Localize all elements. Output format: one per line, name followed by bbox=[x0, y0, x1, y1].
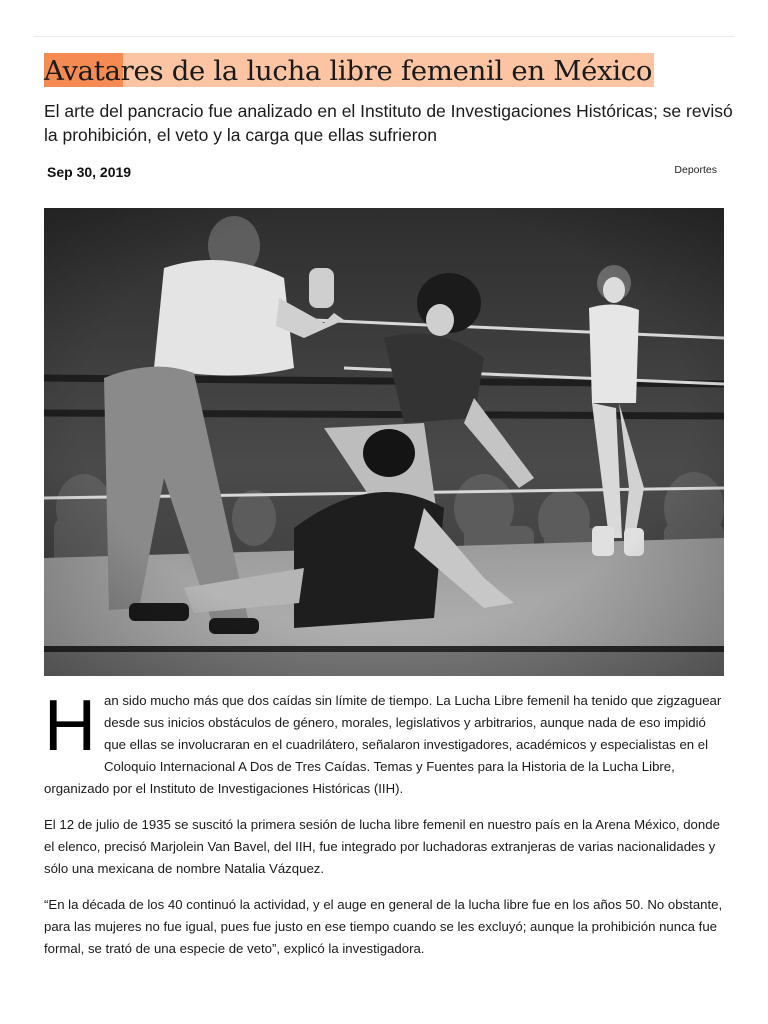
publish-date: Sep 30, 2019 bbox=[47, 164, 132, 180]
paragraph-1 bbox=[44, 686, 724, 800]
paragraph-1-text: an sido mucho más que dos caídas sin límite de tiempo. La Lucha Libre femenil ha tenido que zigzaguear desde sus inicios obstáculos de género, morales, legislativos y arbitrarios, aunque nada de eso impidió que ellas se involucraran en el cuadrilátero, señalaron investigadores, académicos y especialistas en el Coloquio Internacional A Dos de Tres Caídas. Temas y Fuentes para la Historia de la Lucha Libre, organizado por el Instituto de Investigaciones Históricas (IIH). bbox=[44, 693, 722, 796]
article-photo bbox=[44, 208, 724, 676]
top-divider bbox=[34, 36, 734, 37]
paragraph-3: “En la década de los 40 continuó la actividad, y el auge en general de la lucha libre fue en los años 50. No obstante, para las mujeres no fue igual, pues fue justo en ese tiempo cuando se les excluyó; aunque la prohibición nunca fue formal, se trató de una especie de veto”, explicó la investigadora. bbox=[44, 897, 723, 956]
article-subtitle: El arte del pancracio fue analizado en el Instituto de Investigaciones Históricas; se revisó la prohibición, el veto y la carga que ellas sufrieron bbox=[44, 101, 733, 145]
paragraph-2: El 12 de julio de 1935 se suscitó la primera sesión de lucha libre femenil en nuestro país en la Arena México, donde el elenco, precisó Marjolein Van Bavel, del IIH, fue integrado por luchadoras extranjeras de varias nacionalidades y sólo una mexicana de nombre Natalia Vázquez. bbox=[44, 817, 720, 876]
category-link[interactable]: Deportes bbox=[674, 164, 717, 176]
article-title: Avatares de la lucha libre femenil en México bbox=[44, 55, 653, 87]
article-header bbox=[44, 52, 664, 90]
dropcap: H bbox=[44, 686, 96, 766]
wrestling-photo-illustration bbox=[44, 208, 724, 676]
article-body bbox=[44, 686, 724, 974]
